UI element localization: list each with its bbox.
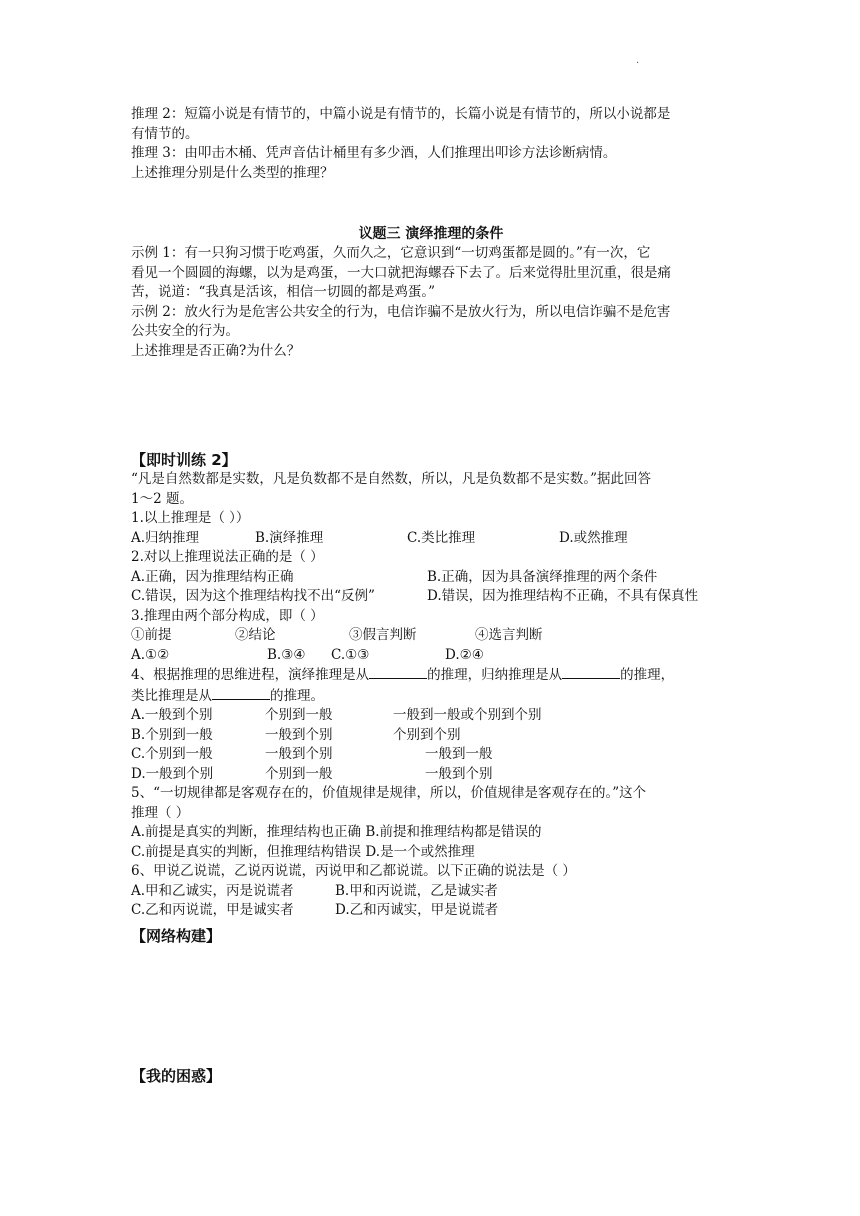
question-4-option-a: [131, 706, 731, 726]
question-4: [131, 665, 731, 686]
question-4-line2: [131, 686, 731, 707]
text-line: “凡是自然数都是实数，凡是负数都不是自然数，所以，凡是负数都不是实数。”据此回答: [131, 471, 652, 487]
option-c: C.乙和丙说谎，甲是诚实者: [131, 902, 294, 918]
question-4-option-d: [131, 765, 731, 785]
question-6-options-cd: [131, 901, 731, 921]
question-5-options-cd: C.前提是真实的判断，但推理结构错误 D.是一个或然推理: [131, 843, 475, 860]
stem-part: 的推理，归纳推理是从: [427, 667, 563, 683]
network-title: 【网络构建】: [131, 927, 222, 945]
text-line: 公共安全的行为。: [131, 323, 239, 339]
answer-blank[interactable]: [212, 686, 270, 700]
option-c: C.错误，因为这个推理结构找不出“反例”: [131, 588, 375, 604]
question-6-options-ab: [131, 882, 731, 902]
reasoning-examples: [131, 105, 731, 183]
question-2: 2.对以上推理说法正确的是（ ）: [131, 549, 324, 565]
answer-blank[interactable]: [369, 665, 427, 679]
option-c: C.类比推理: [407, 529, 476, 546]
question-3-items: [131, 626, 731, 646]
option-a: A.归纳推理: [131, 529, 200, 546]
option-cell: 一般到一般: [425, 746, 493, 762]
stem-part: 的推理，: [620, 667, 675, 683]
option-b: B.正确，因为具备演绎推理的两个条件: [427, 568, 658, 585]
option-cell: 个别到一般: [265, 707, 333, 723]
option-cell: 一般到个别: [425, 765, 493, 782]
option-d: D.②④: [445, 646, 484, 663]
topic3-body: [131, 244, 731, 361]
option-d: D.或然推理: [559, 529, 628, 546]
option-d: D.乙和丙诚实，甲是说谎者: [335, 902, 499, 918]
question-6: 6、甲说乙说谎，乙说丙说谎，丙说甲和乙都说谎。以下正确的说法是（ ）: [131, 863, 576, 879]
training-body: [131, 470, 731, 921]
text-line: 有情节的。: [131, 125, 199, 142]
option-cell: C.个别到一般: [131, 746, 213, 762]
option-b: B.演绎推理: [255, 529, 324, 546]
option-c: C.①③: [331, 646, 370, 663]
page-mark: ·: [636, 58, 640, 69]
question-3: 3.推理由两个部分构成，即（ ）: [131, 607, 324, 624]
option-b: B.③④: [267, 646, 306, 663]
option-cell: 个别到一般: [265, 765, 333, 782]
item-3: ③假言判断: [349, 627, 417, 643]
stem-part: 4、根据推理的思维进程，演绎推理是从: [131, 667, 370, 683]
option-a: A.甲和乙诚实，丙是说谎者: [131, 882, 294, 899]
text-line: 苦，说道：“我真是活该，相信一切圆的都是鸡蛋。”: [131, 284, 436, 300]
option-d: D.错误，因为推理结构不正确，不具有保真性: [427, 588, 699, 604]
text-line: 看见一个圆圆的海螺，以为是鸡蛋，一大口就把海螺吞下去了。后来觉得肚里沉重，很是痛: [131, 264, 671, 281]
text-line: 1～2 题。: [131, 490, 193, 507]
text-line: 示例 2：放火行为是危害公共安全的行为，电信诈骗不是放火行为，所以电信诈骗不是危害: [131, 303, 671, 320]
option-a: A.正确，因为推理结构正确: [131, 568, 294, 585]
option-cell: 个别到个别: [393, 726, 461, 743]
text-line: 示例 1：有一只狗习惯于吃鸡蛋，久而久之，它意识到“一切鸡蛋都是圆的。”有一次，它: [131, 245, 651, 261]
question-4-option-c: [131, 745, 731, 765]
answer-blank[interactable]: [562, 665, 620, 679]
question-2-options-cd: [131, 587, 731, 607]
text-line: 推理 3：由叩击木桶、凭声音估计桶里有多少酒，人们推理出叩诊方法诊断病情。: [131, 145, 617, 161]
option-b: B.甲和丙说谎，乙是诚实者: [335, 882, 498, 899]
text-line: 上述推理是否正确?为什么？: [131, 342, 301, 359]
option-a: A.①②: [131, 646, 170, 663]
item-2: ②结论: [235, 627, 276, 643]
option-cell: D.一般到个别: [131, 765, 214, 782]
option-cell: 一般到个别: [265, 726, 333, 743]
question-3-options: [131, 646, 731, 666]
item-1: ①前提: [131, 627, 172, 643]
option-cell: A.一般到个别: [131, 707, 213, 723]
question-5-options-ab: A.前提是真实的判断，推理结构也正确 B.前提和推理结构都是错误的: [131, 824, 542, 840]
stem-part: 类比推理是从: [131, 687, 212, 704]
item-4: ④选言判断: [475, 627, 543, 643]
training-title: 【即时训练 2】: [131, 451, 237, 469]
stem-part: 的推理。: [270, 687, 324, 704]
option-cell: B.个别到一般: [131, 726, 213, 743]
confusion-title: 【我的困惑】: [131, 1067, 222, 1085]
text-line: 推理 2：短篇小说是有情节的，中篇小说是有情节的，长篇小说是有情节的，所以小说都是: [131, 106, 671, 122]
question-4-option-b: [131, 726, 731, 746]
question-1: 1.以上推理是（ ））: [131, 510, 250, 526]
question-5-line2: 推理（ ）: [131, 804, 190, 821]
question-1-options: [131, 529, 731, 549]
option-cell: 一般到一般或个别到个别: [393, 707, 542, 723]
question-2-options-ab: [131, 568, 731, 588]
option-cell: 一般到个别: [265, 746, 333, 762]
text-line: 上述推理分别是什么类型的推理？: [131, 164, 334, 181]
question-5: 5、“一切规律都是客观存在的，价值规律是规律，所以，价值规律是客观存在的。”这个: [131, 785, 647, 801]
topic3-title: 议题三 演绎推理的条件: [358, 226, 504, 242]
